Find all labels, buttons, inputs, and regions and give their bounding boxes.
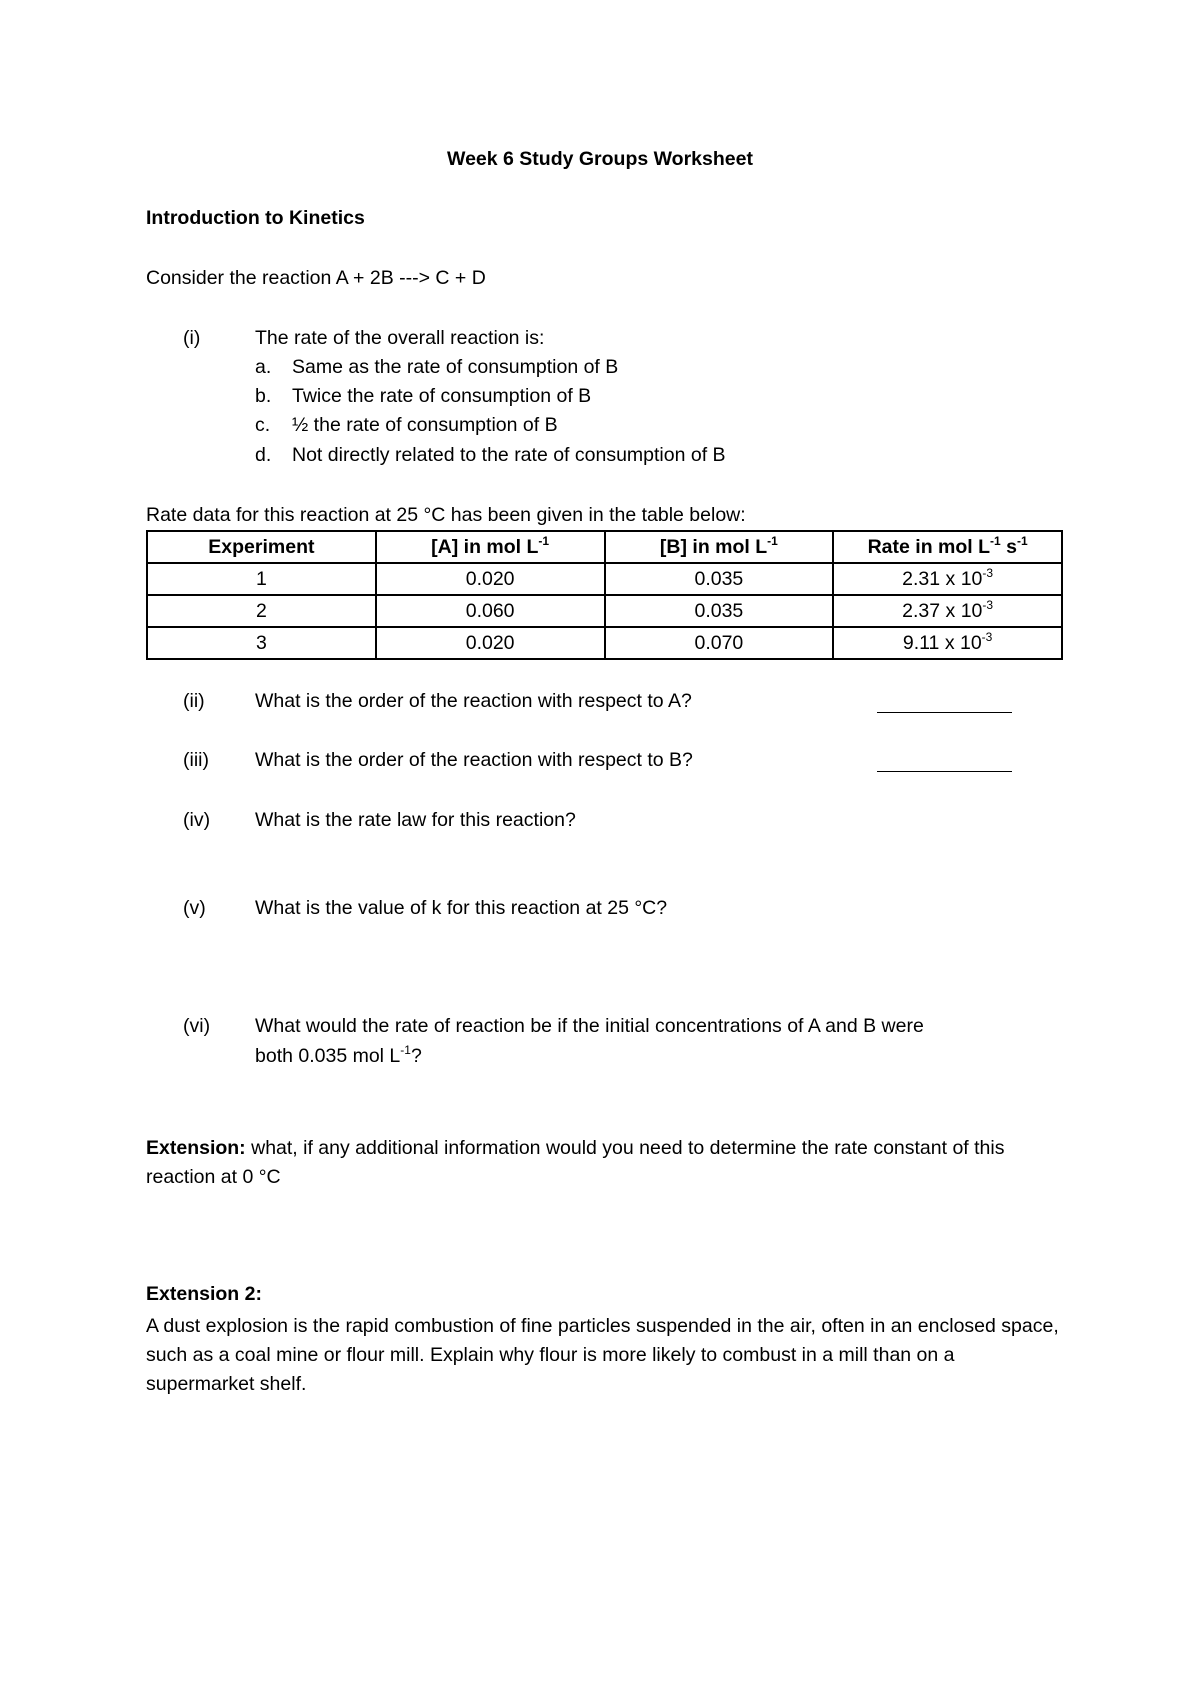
cell-experiment: 2 [147, 595, 376, 627]
option-a-text: Same as the rate of consumption of B [292, 356, 619, 378]
section-heading: Introduction to Kinetics [146, 207, 365, 229]
extension-2-text: A dust explosion is the rapid combustion of fine particles suspended in the air, often in an enclosed space, such as a coal mine or flour mill. Explain why flour is more likely to combust in a mill than on a supermarket shelf. [146, 1315, 1059, 1395]
question-v-number: (v) [183, 897, 206, 919]
question-iv-number: (iv) [183, 809, 211, 831]
table-row [147, 563, 1062, 595]
header-sup: -1 [767, 533, 778, 548]
cell-experiment: 1 [147, 563, 376, 595]
question-vi-sup: -1 [400, 1043, 411, 1057]
cell-experiment: 3 [147, 627, 376, 659]
question-vi-line1: What would the rate of reaction be if the initial concentrations of A and B were [255, 1015, 924, 1037]
question-iii-text: What is the order of the reaction with respect to B? [255, 749, 693, 771]
option-d-text: Not directly related to the rate of consumption of B [292, 444, 726, 466]
rate-exponent: -3 [982, 597, 994, 612]
header-experiment [147, 531, 376, 563]
header-b-concentration [605, 531, 834, 563]
cell-rate [833, 627, 1062, 659]
question-i-text: The rate of the overall reaction is: [255, 327, 545, 349]
cell-a: 0.020 [376, 563, 605, 595]
header-sup: -1 [1016, 533, 1028, 548]
option-c-letter: c. [255, 414, 271, 436]
header-text: [A] in mol L [431, 535, 539, 558]
question-ii-number: (ii) [183, 690, 205, 712]
option-b-letter: b. [255, 385, 272, 407]
table-row [147, 595, 1062, 627]
rate-exponent: -3 [981, 629, 993, 644]
rate-mantissa: 9.11 x 10 [902, 631, 982, 654]
rate-mantissa: 2.37 x 10 [902, 599, 983, 622]
question-ii-text: What is the order of the reaction with respect to A? [255, 690, 692, 712]
header-sup: -1 [990, 533, 1001, 548]
rate-data-table [146, 530, 1063, 660]
option-b-text: Twice the rate of consumption of B [292, 385, 592, 407]
extension-1-label: Extension: [146, 1137, 246, 1159]
question-vi-text: ? [410, 1045, 422, 1067]
worksheet-title: Week 6 Study Groups Worksheet [447, 148, 753, 170]
table-row [147, 627, 1062, 659]
answer-blank-ii[interactable] [877, 712, 1012, 713]
header-text: Rate in mol L [867, 535, 991, 558]
extension-1-text: what, if any additional information would you need to determine the rate constant of this reaction at 0 °C [146, 1137, 1005, 1188]
question-v-text: What is the value of k for this reaction at 25 °C? [255, 897, 668, 919]
header-text: [B] in mol L [659, 535, 768, 558]
option-a-letter: a. [255, 356, 272, 378]
reaction-statement: Consider the reaction A + 2B ---> C + D [146, 267, 486, 289]
table-header-row [147, 531, 1062, 563]
option-c-text: ½ the rate of consumption of B [292, 414, 558, 436]
question-iv-text: What is the rate law for this reaction? [255, 809, 576, 831]
cell-a: 0.060 [376, 595, 605, 627]
cell-rate [833, 563, 1062, 595]
extension-2-label: Extension 2: [146, 1283, 262, 1305]
cell-a: 0.020 [376, 627, 605, 659]
question-i-number: (i) [183, 327, 201, 349]
rate-mantissa: 2.31 x 10 [902, 567, 983, 590]
extension-1 [146, 1134, 1006, 1192]
cell-rate [833, 595, 1062, 627]
header-sup: -1 [538, 533, 550, 548]
question-vi-number: (vi) [183, 1015, 211, 1037]
cell-b: 0.035 [605, 595, 834, 627]
question-vi-text: both 0.035 mol L [255, 1045, 401, 1067]
header-a-concentration [376, 531, 605, 563]
question-iii-number: (iii) [183, 749, 209, 771]
table-intro: Rate data for this reaction at 25 °C has been given in the table below: [146, 504, 746, 526]
header-rate [833, 531, 1062, 563]
cell-b: 0.035 [605, 563, 834, 595]
answer-blank-iii[interactable] [877, 771, 1012, 772]
cell-b: 0.070 [605, 627, 834, 659]
header-text: Experiment [208, 535, 315, 558]
option-d-letter: d. [255, 444, 272, 466]
header-text: s [1000, 535, 1017, 558]
question-vi-line2 [255, 1045, 422, 1068]
rate-exponent: -3 [982, 565, 994, 580]
